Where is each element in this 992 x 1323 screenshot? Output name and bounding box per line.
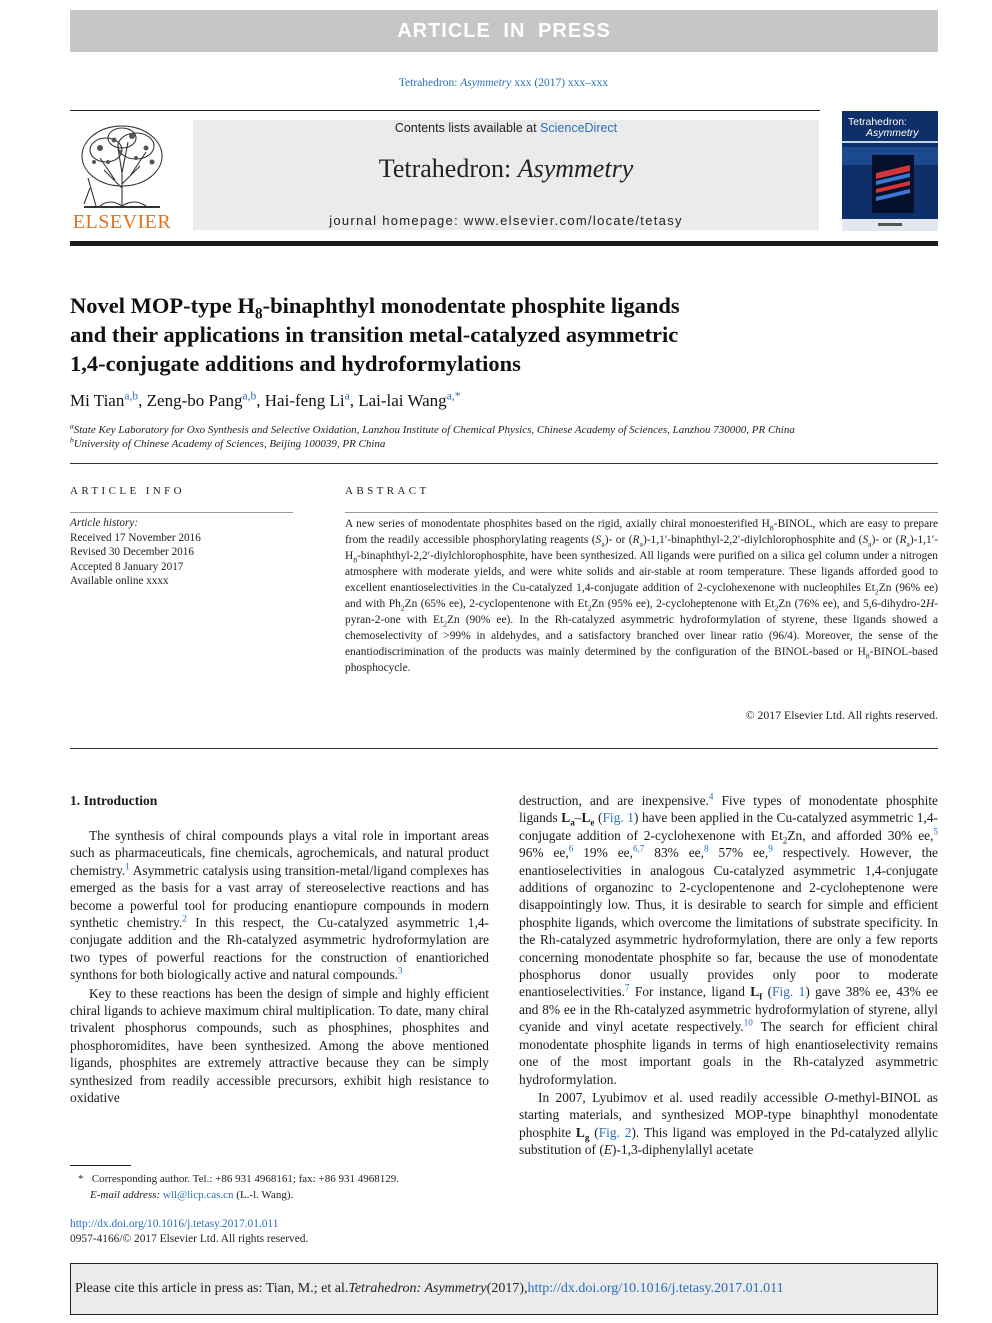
history-accepted: Accepted 8 January 2017 [70, 560, 184, 573]
doi-link[interactable]: http://dx.doi.org/10.1016/j.tetasy.2017.01.011 [70, 1218, 279, 1230]
footnote-rule [70, 1165, 131, 1166]
citation-journal-italic: Asymmetry [460, 77, 512, 89]
footnote-email-label: E-mail address: [90, 1189, 163, 1201]
citation-box [70, 1263, 938, 1315]
corresponding-author-footnote [70, 1171, 399, 1203]
cite-box-prefix: Please cite this article in press as: Tian, M.; et al. [75, 1281, 349, 1296]
history-online: Available online xxxx [70, 575, 169, 587]
abstract-heading: ABSTRACT [345, 485, 430, 497]
article-in-press-banner: ARTICLE IN PRESS [70, 10, 938, 52]
homepage-url-link[interactable]: www.elsevier.com/locate/tetasy [463, 213, 683, 228]
intro-paragraph-1: The synthesis of chiral compounds plays a vital role in important areas such as pharmaceuticals, fine chemicals, agrochemicals, and natural product chemistry.$^1$ Asymmetric catalysis using transition-metal/ligand complexes has emerged as the basis for a vast array of stereoselective reactions and has become a powerful tool for producing enantiopure compounds in modern synthetic chemistry.$^2$ In this respect, the Cu-catalyzed asymmetric 1,4-conjugate addition and the Rh-catalyzed asymmetric hydroformylation are two types of powerful reactions for the construction of enantioriched synthons for both biologically active and natural compounds.$^3$ [70, 828, 490, 983]
intro-paragraph-2: Key to these reactions has been the design of simple and highly efficient chiral ligands to achieve maximum chiral multiplication. To date, many chiral trivalent phosphorus compounds, such as phosphines, phosphites and phosphoromidites, have been synthesized. Among the above mentioned ligands, phosphites are extremely attractive because they can be simply synthesized from readily accessible precursors, exhibit high resistance to oxidative [70, 985, 489, 1106]
elsevier-wordmark: ELSEVIER [72, 211, 172, 233]
title-line-1 [70, 291, 830, 323]
author-list: Mi Tian$^{a,b}$, Zeng-bo Pang$^{a,b}$, Hai-feng Li$^a$, Lai-lai Wang$^{a,*}$ [70, 389, 461, 410]
journal-homepage-line [193, 213, 819, 228]
abstract-rule [345, 512, 938, 513]
author-affiliation-mark[interactable]: a,b [242, 389, 257, 403]
affiliation-mark: b [70, 435, 74, 445]
footnote-star: * [78, 1173, 84, 1185]
affiliation-b [70, 435, 930, 450]
citation-journal: Tetrahedron: [398, 77, 461, 89]
author-email-link[interactable]: wll@licp.cas.cn [162, 1189, 234, 1201]
header-top-rule [70, 110, 820, 111]
journal-cover-thumbnail [842, 111, 938, 231]
history-revised: Revised 30 December 2016 [70, 546, 194, 558]
history-label: Article history: [70, 517, 139, 529]
journal-title [193, 154, 819, 184]
homepage-prefix: journal homepage: [329, 213, 464, 228]
journal-title-plain: Tetrahedron: [378, 154, 518, 183]
author-name[interactable]: Lai-lai Wang [358, 391, 447, 410]
title-line1-a: Novel MOP-type H [70, 293, 255, 318]
author-name[interactable]: Mi Tian [70, 391, 125, 410]
title-line-3: 1,4-conjugate additions and hydroformylations [70, 351, 521, 376]
article-title [70, 291, 830, 378]
journal-title-italic: Asymmetry [517, 154, 634, 183]
article-info-heading: ARTICLE INFO [70, 485, 185, 497]
footnote-email-suffix: (L.-l. Wang). [233, 1189, 294, 1201]
body-column-right [519, 792, 938, 1159]
affiliation-a [70, 421, 930, 436]
author-affiliation-mark[interactable]: a,* [446, 389, 461, 403]
history-received: Received 17 November 2016 [70, 531, 201, 544]
intro-paragraph-2-continued: destruction, and are inexpensive.$^4$ Five types of monodentate phosphite ligands $L_a-L_e$ (Fig. 1) have been applied in the Cu-catalyzed asymmetric 1,4-conjugate addition of 2-cyclohexenone with $Et_2Zn$, and afforded 30% ee,$^5$ 96% ee,$^6$ 19% ee,$^{6,7}$ 83% ee,$^8$ 57% ee,$^9$ respectively. However, the enantioselectivities in analogous Cu-catalyzed asymmetric 1,4-conjugate additions of organozinc to 2-cyclopentenone and 2-cycloheptenone were disappointingly low. Thus, it is desirable to search for simple and efficient phosphite ligands, which overcome the limitations of substrate specificity. In the Rh-catalyzed asymmetric hydroformylation, there are only a few reports concerning monodentate phosphite so far, because the use of monodentate phosphorus donor usually provides only poor to moderate enantioselectivities.$^7$ For instance, ligand $L_f$ (Fig. 1) gave 38% ee, 43% ee and 8% ee in the Rh-catalyzed asymmetric hydroformylation of styrene, allyl cyanide and vinyl acetate respectively.$^{10}$ The search for efficient chiral monodentate phosphite ligands in terms of high enantioselectivity remains one of the most important goals in the Rh-catalyzed asymmetric hydroformylation. [519, 791, 939, 1087]
sciencedirect-link[interactable]: ScienceDirect [540, 121, 618, 135]
footnote-corresponding: Corresponding author. Tel.: +86 931 4968161; fax: +86 931 4968129. [91, 1173, 399, 1185]
author-affiliation-mark[interactable]: a,b [124, 389, 139, 403]
header-bottom-rule [70, 241, 938, 246]
cite-box-journal: Tetrahedron: Asymmetry [348, 1281, 487, 1296]
intro-paragraph-3: In 2007, Lyubimov et al. used readily accessible O-methyl-BINOL as starting materials, and synthesized MOP-type binaphthyl monodentate phosphite $L_g$ (Fig. 2). This ligand was employed in the Pd-catalyzed allylic substitution of (E)-1,3-diphenylallyl acetate [519, 1089, 939, 1158]
journal-citation-line[interactable] [0, 77, 992, 89]
issn-copyright-line: 0957-4166/© 2017 Elsevier Ltd. All rights reserved. [70, 1232, 309, 1245]
article-history [70, 516, 201, 589]
abstract-copyright: © 2017 Elsevier Ltd. All rights reserved. [745, 708, 938, 722]
affiliation-text: State Key Laboratory for Oxo Synthesis and Selective Oxidation, Lanzhou Institute of Chemical Physics, Chinese Academy of Sciences, Lanzhou 730000, PR China [73, 424, 795, 436]
contents-prefix: Contents lists available at [394, 121, 541, 135]
abstract-bottom-rule [70, 748, 938, 749]
author-affiliation-mark[interactable]: a [344, 389, 350, 403]
cover-title-line2: Asymmetry [866, 127, 919, 139]
body-column-left [70, 827, 489, 1107]
section-heading-introduction: 1. Introduction [70, 793, 158, 808]
author-name[interactable]: Hai-feng Li [264, 391, 345, 410]
title-line-2: and their applications in transition metal-catalyzed asymmetric [70, 322, 679, 347]
affiliation-mark: a [70, 421, 74, 431]
citation-volume: xxx (2017) xxx–xxx [511, 77, 609, 89]
abstract-text: A new series of monodentate phosphites based on the rigid, axially chiral monoesterified $H_8$-BINOL, which are easy to prepare from the readily accessible phosphorylating reagents $(S_a)-$ or $(R_a)-1,1'-binaphthyl-2,2'$-diylchlorophosphite and $(S_a)-$ or $(R_a)-1,1'-H_8-binaphthyl-2,2'$-diylchlorophosphite, have been synthesized. All ligands were purified on a silica gel column under a nitrogen atmosphere with moderate yields, and were white solids and air-stable at room temperature. These ligands afforded good to excellent enantioselectivities in the Cu-catalyzed 1,4-conjugate addition of 2-cyclohexenone with nucleophiles $Et_2Zn$ (96% ee) and with $Ph_2Zn$ (65% ee), 2-cyclopentenone with $Et_2Zn$ (95% ee), 2-cycloheptenone with $Et_2Zn$ (76% ee), and 5,6-dihydro-2H-pyran-2-one with $Et_2Zn$ (90% ee). In the Rh-catalyzed asymmetric hydroformylation of styrene, these ligands showed a chemoselectivity of >99% in aldehydes, and a satisfactory branched over linear ratio (96/4). Moreover, the sense of the enantiodiscrimination of the products was mainly determined by the configuration of the BINOL-based or $H_8-BINOL$-based phosphocycle. [345, 518, 939, 674]
affiliation-text: University of Chinese Academy of Sciences, Beijing 100039, PR China [73, 438, 386, 450]
cite-box-year: (2017), [486, 1281, 528, 1296]
cover-title-line1: Tetrahedron: [848, 116, 907, 128]
doi-block [70, 1217, 308, 1246]
title-line1-sub: 8 [254, 305, 263, 323]
cover-artwork [842, 111, 938, 231]
title-line1-b: -binaphthyl monodentate phosphite ligands [262, 293, 680, 318]
cite-box-doi-link[interactable]: http://dx.doi.org/10.1016/j.tetasy.2017.01.011 [527, 1281, 784, 1296]
contents-available-line [193, 121, 819, 135]
affiliation-divider [70, 463, 938, 464]
article-info-rule [70, 512, 293, 513]
author-name[interactable]: Zeng-bo Pang [146, 391, 243, 410]
